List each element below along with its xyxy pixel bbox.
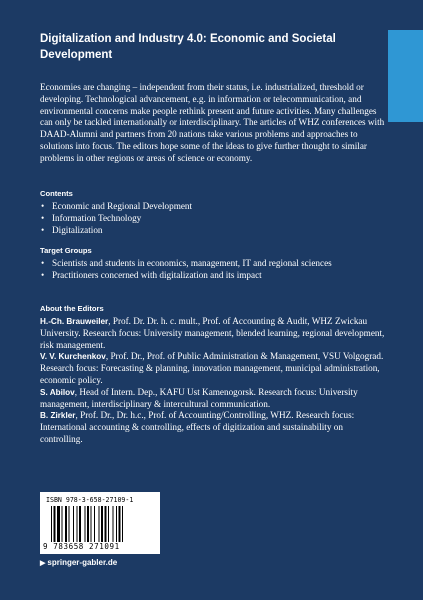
target-groups-heading: Target Groups (40, 246, 92, 255)
editor-entry: V. V. Kurchenkov, Prof. Dr., Prof. of Public Administration & Management, VSU Volgograd. Research focus: Forecasting & planning, innovation management, municipal administration, economic policy. (40, 351, 384, 385)
barcode-bars (51, 506, 151, 542)
isbn-barcode (40, 492, 160, 554)
list-item: • Digitalization (41, 224, 103, 235)
barcode-digits: 9 783658 271091 (43, 542, 120, 551)
editors-heading: About the Editors (40, 304, 104, 313)
editor-name: H.-Ch. Brauweiler (40, 317, 109, 326)
editor-name: B. Zirkler (40, 411, 76, 421)
list-item: • Practitioners concerned with digitalization and its impact (41, 269, 262, 280)
list-item: • Scientists and students in economics, management, IT and regional sciences (41, 258, 332, 268)
editor-name: V. V. Kurchenkov (40, 352, 106, 362)
accent-tab (388, 30, 423, 122)
bullet-icon: • (41, 258, 45, 268)
bullet-icon: • (41, 224, 45, 235)
arrow-right-icon: ▶ (40, 560, 46, 567)
editor-entry: H.-Ch. Brauweiler, Prof. Dr. Dr. h. c. mult., Prof. of Accounting & Audit, WHZ Zwickau University. Research focus: University management, blended learning, regional development, risk management. (40, 316, 385, 350)
target-groups-section (40, 245, 385, 282)
editor-name: S. Abilov (40, 387, 75, 397)
editor-entry: S. Abilov, Head of Intern. Dep., KAFU Ust Kamenogorsk. Research focus: University management, interdisciplinary & intercultural communication. (40, 386, 358, 409)
editors-section (40, 303, 385, 446)
bullet-icon: • (41, 269, 45, 280)
bullet-icon: • (41, 212, 45, 223)
book-description: Economies are changing – independent from their status, i.e. industrialized, threshold or developing. Technological advancement, e.g. in information or telecommunication, and environmental concerns make people rethink present and future activities. Many challenges can only be tackled internationally or interdisciplinary. The articles of WHZ conferences with DAAD-Alumni and partners from 20 nations take various problems and approaches to solutions into focus. The editors hope some of the ideas to give further thought to similar problems in other regions or areas of science or economy. (40, 82, 385, 163)
bullet-icon: • (41, 201, 45, 211)
publisher-link[interactable]: ▶ springer-gabler.de (40, 558, 118, 567)
editor-entry: B. Zirkler, Prof. Dr., Dr. h.c., Prof. of Accounting/Controlling, WHZ. Research focus: International accounting & controlling, effects of digitization and sustainability on controlling. (40, 410, 355, 444)
contents-section (40, 188, 385, 236)
list-item: • Economic and Regional Development (41, 201, 193, 211)
isbn-label: ISBN 978-3-658-27109-1 (46, 496, 134, 504)
contents-heading: Contents (40, 189, 73, 198)
target-groups-list (40, 258, 385, 282)
contents-list (40, 201, 385, 236)
list-item: • Information Technology (41, 212, 142, 223)
book-title: Digitalization and Industry 4.0: Economic and Societal Development (40, 33, 336, 61)
